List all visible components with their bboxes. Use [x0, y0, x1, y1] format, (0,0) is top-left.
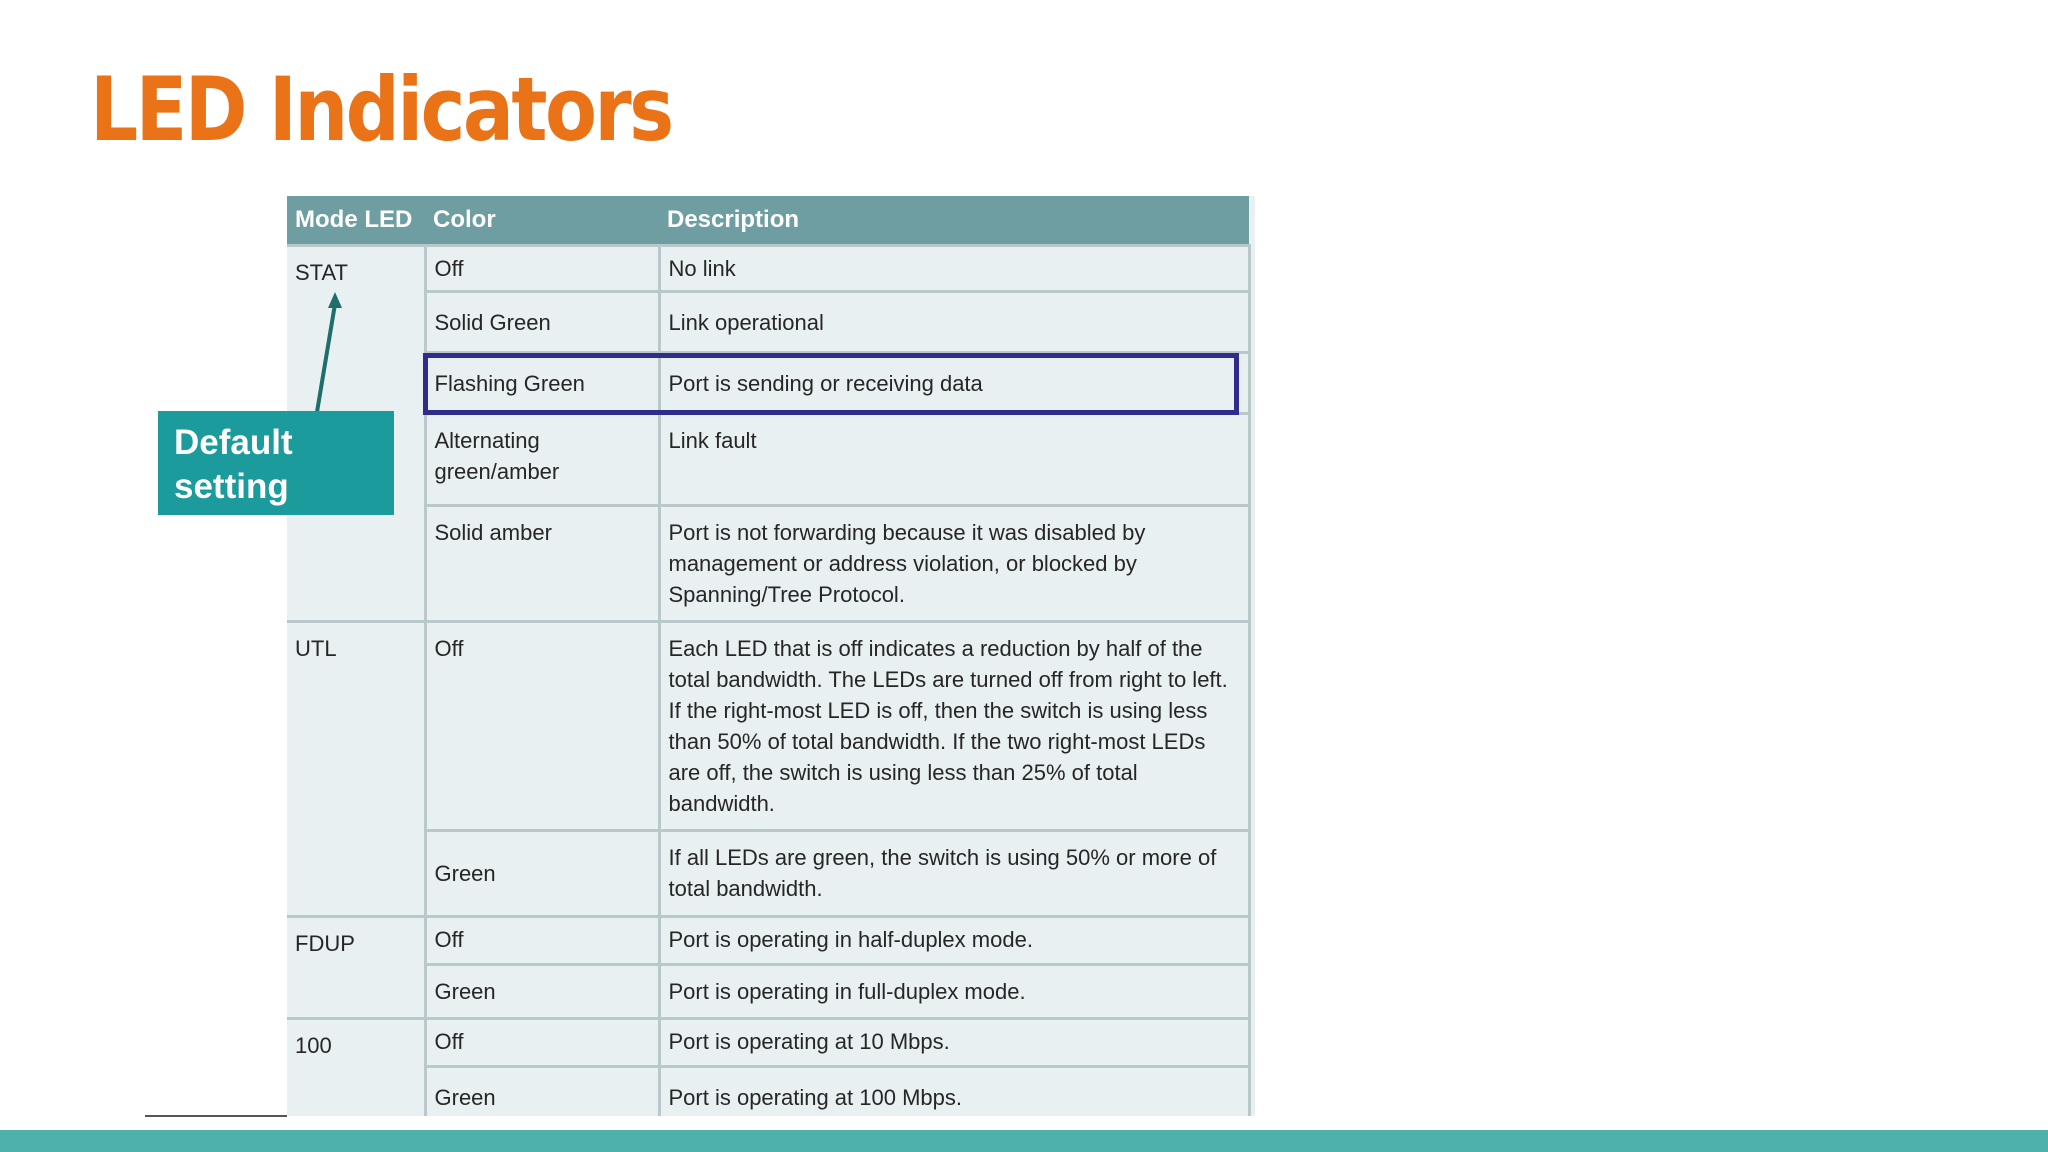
color-cell: Off	[425, 622, 659, 831]
color-cell: Green	[425, 1067, 659, 1117]
table-row	[287, 622, 1249, 831]
description-cell: Port is sending or receiving data	[659, 353, 1249, 414]
table-row	[287, 292, 1249, 353]
description-cell: Port is not forwarding because it was disabled by management or address violation, or blocked by Spanning/Tree Protocol.	[659, 506, 1249, 622]
table-row	[287, 506, 1249, 622]
callout-arrow-icon	[300, 290, 360, 420]
table-header-row	[287, 196, 1249, 246]
table-row	[287, 965, 1249, 1019]
color-cell: Green	[425, 965, 659, 1019]
description-cell: If all LEDs are green, the switch is using 50% or more of total bandwidth.	[659, 831, 1249, 917]
description-cell: Each LED that is off indicates a reduction by half of the total bandwidth. The LEDs are turned off from right to left. If the right-most LED is off, then the switch is using less than 50% of total bandwidth. If the two right-most LEDs are off, the switch is using less than 25% of total bandwidth.	[659, 622, 1249, 831]
led-table-image	[287, 196, 1255, 1116]
footer-accent-bar	[0, 1130, 2048, 1152]
header-color: Color	[425, 196, 659, 246]
mode-cell-100: 100	[287, 1019, 425, 1117]
header-description: Description	[659, 196, 1249, 246]
color-cell: Off	[425, 917, 659, 965]
description-cell: Port is operating at 100 Mbps.	[659, 1067, 1249, 1117]
color-cell: Solid amber	[425, 506, 659, 622]
table-row	[287, 414, 1249, 506]
description-cell: Link operational	[659, 292, 1249, 353]
description-cell: Link fault	[659, 414, 1249, 506]
mode-cell-fdup: FDUP	[287, 917, 425, 1019]
table-row	[287, 246, 1249, 292]
color-cell: Green	[425, 831, 659, 917]
mode-cell-stat: STAT	[287, 246, 425, 622]
description-cell: Port is operating at 10 Mbps.	[659, 1019, 1249, 1067]
description-cell: Port is operating in half-duplex mode.	[659, 917, 1249, 965]
table-row	[287, 1067, 1249, 1117]
led-table	[287, 196, 1251, 1116]
table-row	[287, 353, 1249, 414]
header-mode-led: Mode LED	[287, 196, 425, 246]
color-cell: Off	[425, 1019, 659, 1067]
color-cell: Flashing Green	[425, 353, 659, 414]
image-baseline-rule	[145, 1115, 287, 1117]
table-row	[287, 1019, 1249, 1067]
description-cell: Port is operating in full-duplex mode.	[659, 965, 1249, 1019]
color-cell: Alternating green/amber	[425, 414, 659, 506]
color-cell: Off	[425, 246, 659, 292]
color-cell: Solid Green	[425, 292, 659, 353]
slide-title: LED Indicators	[90, 58, 672, 161]
table-row	[287, 831, 1249, 917]
table-row	[287, 917, 1249, 965]
default-setting-callout: Default setting	[158, 411, 394, 515]
mode-cell-utl: UTL	[287, 622, 425, 917]
description-cell: No link	[659, 246, 1249, 292]
